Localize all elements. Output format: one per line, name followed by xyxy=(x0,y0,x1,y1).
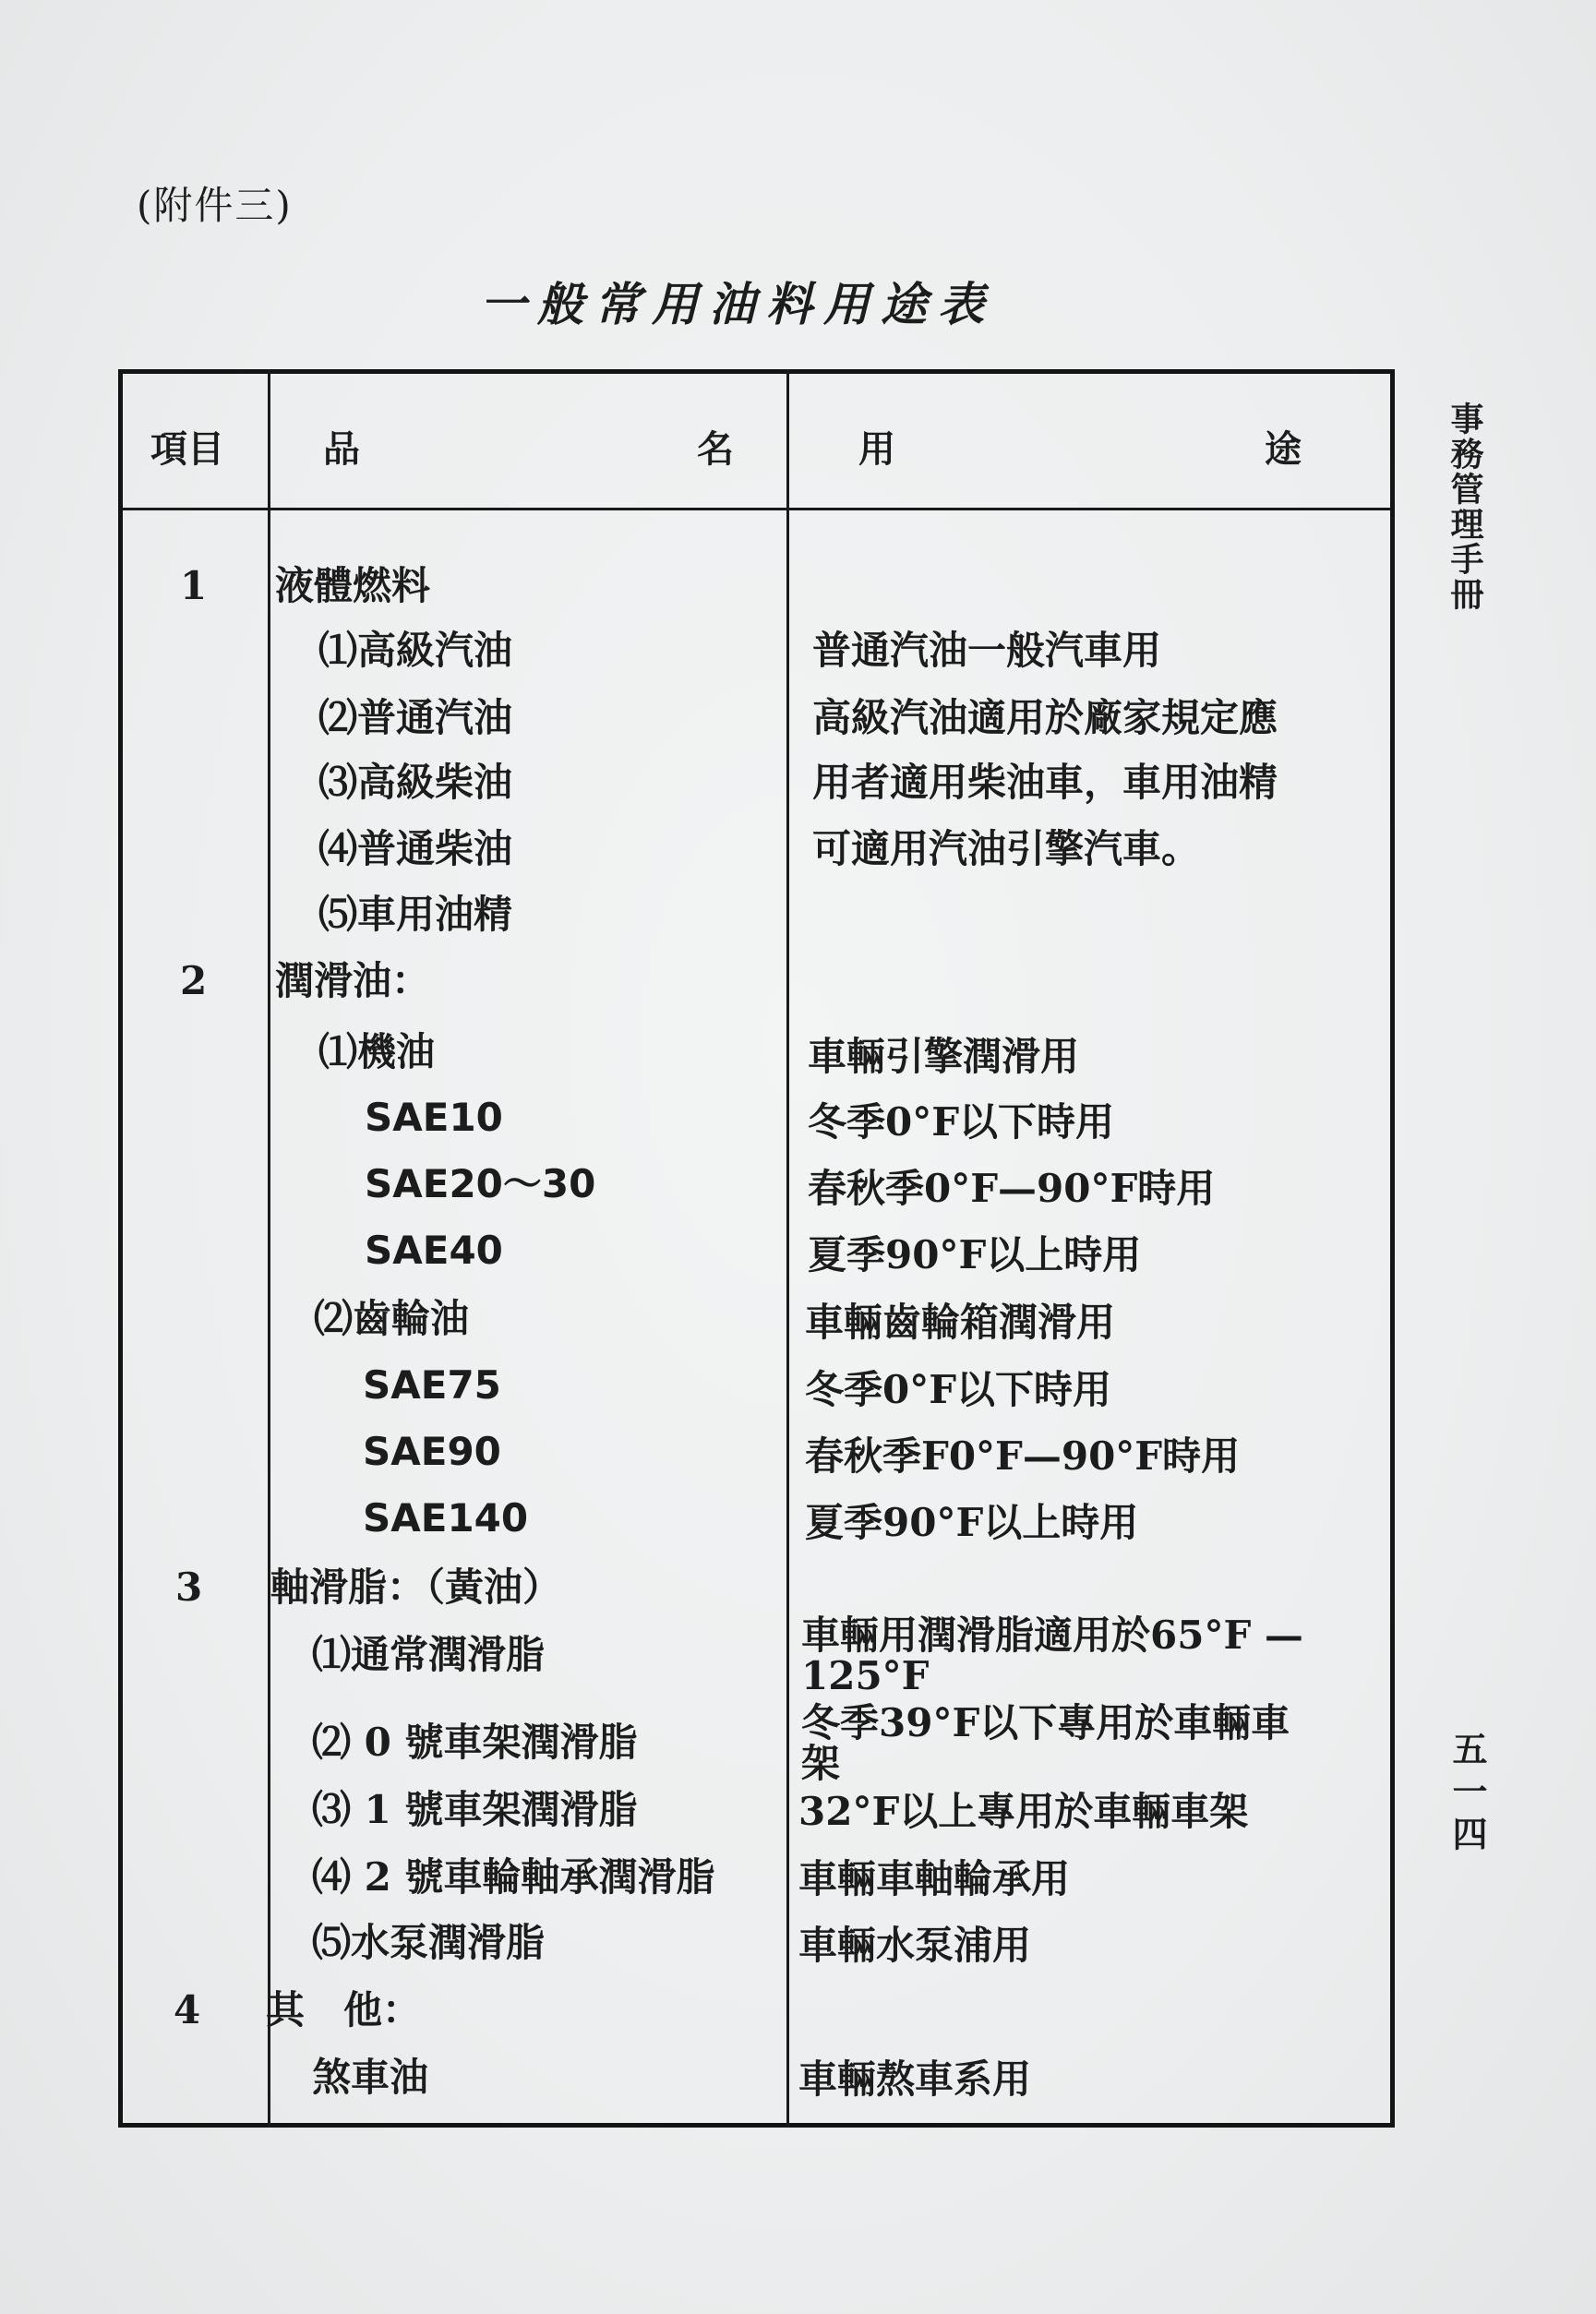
page-number: 五一四 xyxy=(1446,1731,1488,1858)
row-use: 夏季90°F以上時用 xyxy=(805,1500,1139,1545)
row-use: 車輛齒輪箱潤滑用 xyxy=(805,1300,1116,1345)
row-name: SAE10 xyxy=(365,1095,503,1140)
row-name: ⑴高級汽油 xyxy=(318,628,513,673)
row-use: 春秋季0°F—90°F時用 xyxy=(808,1166,1216,1211)
row-name: ⑴機油 xyxy=(318,1029,436,1074)
row-name: SAE20～30 xyxy=(365,1161,596,1206)
header-item: 項目 xyxy=(150,427,224,471)
row-name: ⑵ 0 號車架潤滑脂 xyxy=(312,1720,638,1765)
row-number: 1 xyxy=(180,563,208,608)
row-use: 32°F以上專用於車輛車架 xyxy=(798,1789,1249,1834)
column-divider-name xyxy=(786,369,789,2128)
row-use: 車輛車軸輪承用 xyxy=(798,1856,1071,1901)
row-name: ⑸水泵潤滑脂 xyxy=(312,1920,546,1965)
row-use: 冬季0°F以下時用 xyxy=(805,1367,1112,1412)
row-name: 液體燃料 xyxy=(275,563,431,608)
attachment-label: (附件三) xyxy=(137,183,293,228)
side-manual-label: 事務管理手冊 xyxy=(1446,402,1484,612)
row-use: 春秋季F0°F—90°F時用 xyxy=(805,1433,1241,1479)
row-name: 潤滑油： xyxy=(275,958,431,1003)
row-number: 2 xyxy=(180,958,208,1003)
row-use: 普通汽油一般汽車用 xyxy=(812,628,1162,673)
row-use: 車輛熬車系用 xyxy=(798,2056,1032,2102)
row-name: ⑶ 1 號車架潤滑脂 xyxy=(312,1787,638,1832)
row-name: ⑵普通汽油 xyxy=(318,695,513,740)
header-use-right: 途 xyxy=(1265,427,1302,471)
row-name: SAE90 xyxy=(363,1429,501,1474)
header-name-right: 名 xyxy=(697,427,734,471)
header-name-left: 品 xyxy=(323,427,360,471)
row-name: ⑵齒輪油 xyxy=(314,1296,470,1341)
row-number: 3 xyxy=(175,1565,203,1610)
row-use: 冬季0°F以下時用 xyxy=(808,1099,1115,1145)
row-name: 軸滑脂：（黃油） xyxy=(270,1565,562,1610)
row-name: SAE40 xyxy=(365,1228,503,1273)
row-name: 其 他： xyxy=(266,1987,422,2032)
row-use: 高級汽油適用於廠家規定應 xyxy=(812,695,1278,740)
row-use: 用者適用柴油車，車用油精 xyxy=(812,760,1278,805)
row-use: 夏季90°F以上時用 xyxy=(808,1232,1142,1277)
row-name: SAE140 xyxy=(363,1495,529,1541)
table-frame xyxy=(118,369,1395,2128)
row-use: 車輛水泵浦用 xyxy=(798,1923,1032,1968)
row-name: 煞車油 xyxy=(312,2055,429,2100)
row-use: 冬季39°F以下專用於車輛車架 xyxy=(801,1700,1290,1786)
row-name: ⑷ 2 號車輪軸承潤滑脂 xyxy=(312,1854,715,1900)
header-use-left: 用 xyxy=(858,427,895,471)
row-number: 4 xyxy=(174,1987,201,2032)
row-name: ⑸車用油精 xyxy=(318,892,513,937)
table-title: 一般常用油料用途表 xyxy=(480,277,995,331)
row-use: 車輛用潤滑脂適用於65°F —125°F xyxy=(801,1613,1303,1698)
row-name: ⑴通常潤滑脂 xyxy=(312,1632,546,1677)
row-use: 車輛引擎潤滑用 xyxy=(808,1034,1080,1079)
row-use: 可適用汽油引擎汽車。 xyxy=(812,826,1201,871)
header-divider xyxy=(123,508,1390,510)
row-name: ⑷普通柴油 xyxy=(318,826,513,871)
column-divider-item xyxy=(268,369,270,2128)
row-name: ⑶高級柴油 xyxy=(318,760,513,805)
row-name: SAE75 xyxy=(363,1362,501,1408)
